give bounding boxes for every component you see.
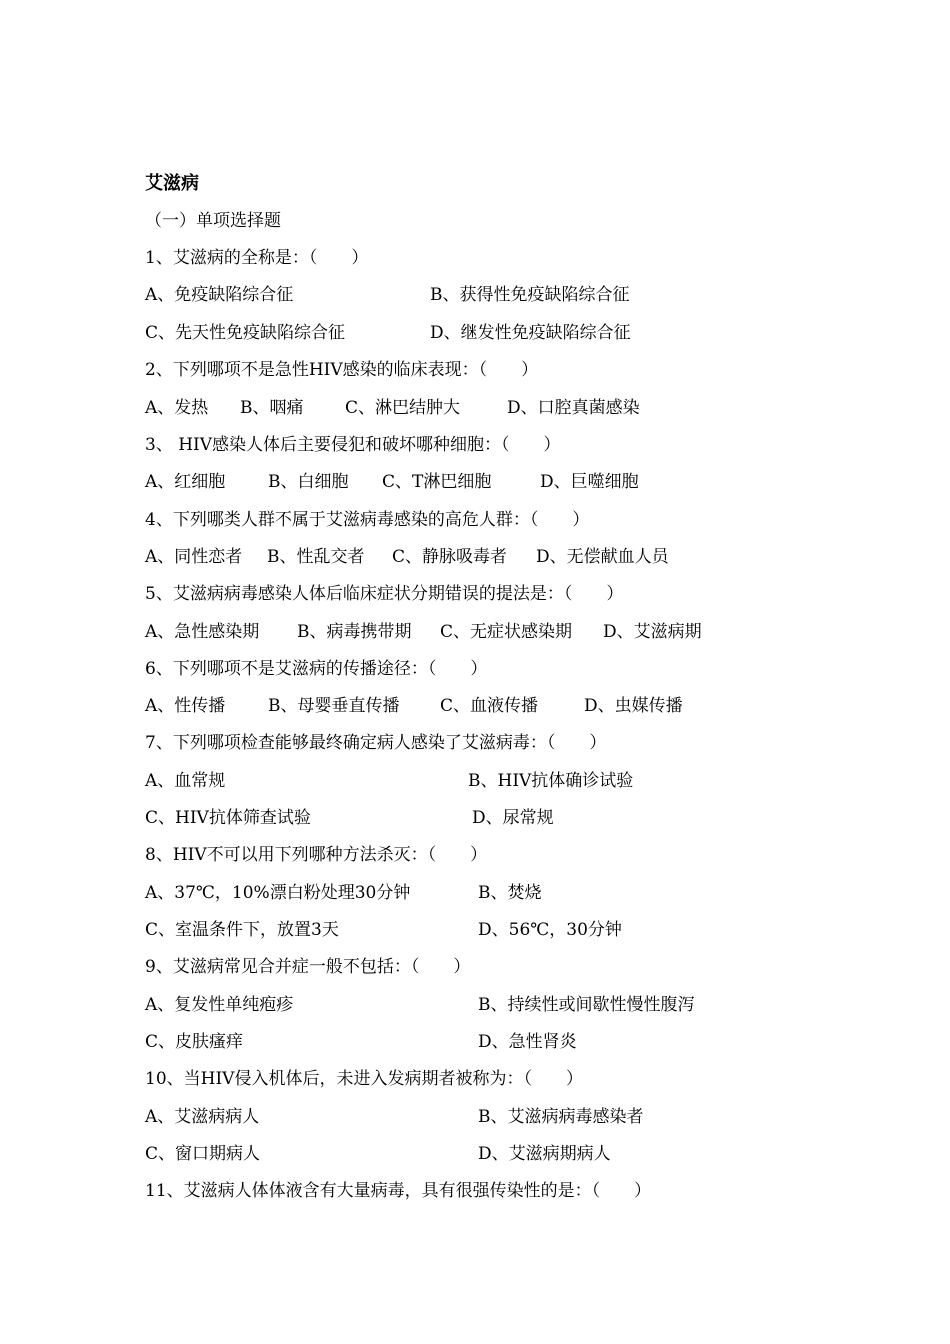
question-stem-6: 6、下列哪项不是艾滋病的传播途径：（ ）	[145, 659, 488, 679]
q6-option-b: B、母婴垂直传播	[268, 696, 400, 716]
q5-option-b: B、病毒携带期	[297, 622, 412, 642]
q5-option-d: D、艾滋病期	[603, 622, 702, 642]
document-title: 艾滋病	[145, 173, 199, 194]
q2-option-c: C、淋巴结肿大	[345, 398, 461, 418]
q1-option-b: B、获得性免疫缺陷综合征	[430, 285, 630, 305]
q3-option-b: B、白细胞	[268, 472, 349, 492]
q7-option-c: C、HIV抗体筛查试验	[145, 808, 311, 828]
q7-option-b: B、HIV抗体确诊试验	[468, 771, 634, 791]
q5-option-c: C、无症状感染期	[440, 622, 573, 642]
q9-option-c: C、皮肤瘙痒	[145, 1032, 244, 1052]
q7-option-a: A、血常规	[145, 771, 226, 791]
q4-option-d: D、无偿献血人员	[536, 547, 669, 567]
q10-option-b: B、艾滋病病毒感染者	[478, 1107, 644, 1127]
q8-option-c: C、室温条件下，放置3天	[145, 920, 339, 940]
q8-option-d: D、56℃，30分钟	[478, 920, 622, 940]
question-stem-7: 7、下列哪项检查能够最终确定病人感染了艾滋病毒：（ ）	[145, 733, 607, 753]
q8-option-b: B、焚烧	[478, 883, 542, 903]
q2-option-d: D、口腔真菌感染	[507, 398, 640, 418]
q9-option-d: D、急性肾炎	[478, 1032, 577, 1052]
question-stem-9: 9、艾滋病常见合并症一般不包括：（ ）	[145, 957, 471, 977]
q9-option-b: B、持续性或间歇性慢性腹泻	[478, 995, 695, 1015]
q6-option-a: A、性传播	[145, 696, 226, 716]
q1-option-d: D、继发性免疫缺陷综合征	[430, 323, 631, 343]
question-stem-5: 5、艾滋病病毒感染人体后临床症状分期错误的提法是：（ ）	[145, 584, 624, 604]
q8-option-a: A、37℃，10%漂白粉处理30分钟	[145, 883, 411, 903]
q5-option-a: A、急性感染期	[145, 622, 260, 642]
question-stem-1: 1、艾滋病的全称是：（ ）	[145, 248, 369, 268]
q7-option-d: D、尿常规	[472, 808, 554, 828]
question-stem-2: 2、下列哪项不是急性HIV感染的临床表现：（ ）	[145, 360, 539, 380]
q4-option-a: A、同性恋者	[145, 547, 243, 567]
question-stem-8: 8、HIV不可以用下列哪种方法杀灭：（ ）	[145, 845, 488, 865]
q2-option-a: A、发热	[145, 398, 209, 418]
q4-option-c: C、静脉吸毒者	[392, 547, 508, 567]
q3-option-a: A、红细胞	[145, 472, 226, 492]
q6-option-c: C、血液传播	[440, 696, 539, 716]
q1-option-c: C、先天性免疫缺陷综合征	[145, 323, 346, 343]
question-stem-11: 11、艾滋病人体体液含有大量病毒，具有很强传染性的是：（ ）	[145, 1181, 652, 1201]
q10-option-d: D、艾滋病期病人	[478, 1144, 611, 1164]
q1-option-a: A、免疫缺陷综合征	[145, 285, 294, 305]
q10-option-c: C、窗口期病人	[145, 1144, 261, 1164]
q9-option-a: A、复发性单纯疱疹	[145, 995, 294, 1015]
q4-option-b: B、性乱交者	[267, 547, 365, 567]
question-stem-3: 3、 HIV感染人体后主要侵犯和破坏哪种细胞：（ ）	[145, 435, 561, 455]
q6-option-d: D、虫媒传播	[584, 696, 683, 716]
q10-option-a: A、艾滋病病人	[145, 1107, 260, 1127]
q3-option-d: D、巨噬细胞	[540, 472, 639, 492]
q2-option-b: B、咽痛	[240, 398, 304, 418]
section-heading: （一）单项选择题	[145, 211, 281, 231]
question-stem-10: 10、当HIV侵入机体后，未进入发病期者被称为：（ ）	[145, 1069, 583, 1089]
question-stem-4: 4、下列哪类人群不属于艾滋病毒感染的高危人群：（ ）	[145, 510, 590, 530]
q3-option-c: C、T淋巴细胞	[382, 472, 492, 492]
